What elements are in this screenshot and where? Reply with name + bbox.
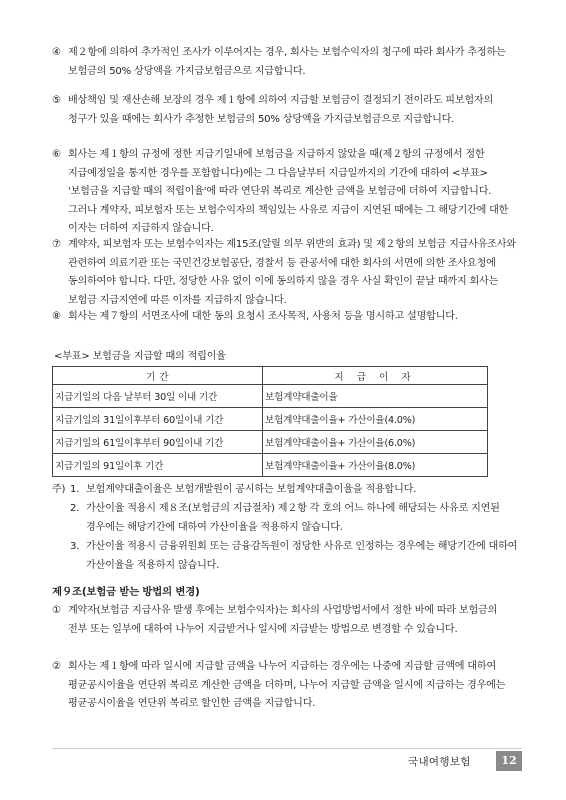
- paragraph-marker: ④: [52, 47, 61, 58]
- notes-lead: 주): [52, 484, 66, 495]
- paragraph-7: [52, 236, 516, 310]
- paragraph-text: 회사는 제７항의 서면조사에 대한 동의 요청시 조사목적, 사용처 등을 명시하고 설명합니다.: [68, 311, 458, 322]
- interest-rate-table: [52, 366, 488, 477]
- note-text: 가산이율 적용시 제８조(보험금의 지급절차) 제２항 각 호의 어느 하나에 해당되는 사유로 지연된 경우에는 해당기간에 대하여 가산이율을 적용하지 않습니다.: [86, 503, 500, 533]
- table-header-interest: 지 급 이 자: [263, 367, 488, 385]
- paragraph-5: [52, 92, 516, 129]
- table-cell-period: 지급기일의 61일이후부터 90일이내 기간: [53, 431, 263, 454]
- table-row: [53, 385, 488, 408]
- paragraph-marker: ①: [52, 605, 61, 616]
- paragraph-marker: ②: [52, 661, 61, 672]
- paragraph-marker: ⑧: [52, 311, 61, 322]
- table-cell-interest: 보험계약대출이율+ 가산이율(6.0%): [263, 431, 488, 454]
- table-cell-interest: 보험계약대출이율+ 가산이율(8.0%): [263, 454, 488, 477]
- paragraph-8: [52, 308, 516, 327]
- paragraph-marker: ⑥: [52, 149, 61, 160]
- note-item-2: [52, 499, 522, 537]
- paragraph-text: 계약자, 피보험자 또는 보험수익자는 제15조(알릴 의무 위반의 효과) 및 제２항의 보험금 지급사유조사와 관련하여 의료기관 또는 국민건강보험공단, 경찰서 등 관공서에 대한 회사의 서면에 의한 조사요청에 동의하여야 합니다. 다만, 정당한 사유 없이 이에 동의하지 않을 경우 사실 확인이 끝날 때까지 회사는 보험금 지급지연에 따른 이자를 지급하지 않습니다.: [68, 239, 516, 306]
- paragraph-marker: ⑦: [52, 239, 61, 250]
- table-row: [53, 408, 488, 431]
- footer-title: 국내여행보험: [408, 756, 471, 768]
- note-text: 가산이율 적용시 금융위원회 또는 금융감독원이 정당한 사유로 인정하는 경우에는 해당기간에 대하여 가산이율을 적용하지 않습니다.: [86, 541, 518, 571]
- paragraph-6: [52, 146, 516, 239]
- note-item-1: [52, 480, 522, 499]
- paragraph-text: 제２항에 의하여 추가적인 조사가 이루어지는 경우, 회사는 보험수익자의 청구에 따라 회사가 추정하는 보험금의 50% 상당액을 가지급보험금으로 지급합니다.: [68, 47, 506, 77]
- table-row: [53, 431, 488, 454]
- note-text: 보험계약대출이율은 보험개발원이 공시하는 보험계약대출이율을 적용합니다.: [86, 484, 417, 495]
- paragraph-4: [52, 44, 516, 81]
- table-cell-period: 지급기일의 91일이후 기간: [53, 454, 263, 477]
- paragraph-text: 회사는 제１항의 규정에 정한 지급기일내에 보험금을 지급하지 않았을 때(제２항의 규정에서 정한 지급예정일을 통지한 경우를 포함합니다)에는 그 다음날부터 지급일까지의 기간에 대하여 <부표> '보험금을 지급할 때의 적립이율'에 따라 연단위 복리로 계산한 금액을 보험금에 더하여 지급합니다. 그러나 계약자, 피보험자 또는 보험수익자의 책임있는 사유로 지급이 지연된 때에는 그 해당기간에 대한 이자는 더하여 지급하지 않습니다.: [68, 149, 509, 234]
- table-header-period: 기 간: [53, 367, 263, 385]
- note-item-3: [52, 537, 522, 575]
- table-cell-period: 지급기일의 31일이후부터 60일이내 기간: [53, 408, 263, 431]
- note-number: 3.: [70, 541, 80, 552]
- table-title: <부표> 보험금을 지급할 때의 적립이율: [54, 351, 226, 362]
- table-cell-interest: 보험계약대출이율: [263, 385, 488, 408]
- note-number: 1.: [70, 484, 80, 495]
- table-header-row: [53, 367, 488, 385]
- paragraph-marker: ⑤: [52, 95, 61, 106]
- footer-divider: [52, 748, 522, 749]
- paragraph-text: 배상책임 및 재산손해 보장의 경우 제１항에 의하여 지급할 보험금이 결정되기 전이라도 피보험자의 청구가 있을 때에는 회사가 추정한 보험금의 50% 상당액을 가지급보험금으로 지급합니다.: [68, 95, 494, 125]
- note-number: 2.: [70, 503, 80, 514]
- paragraph-text: 계약자(보험금 지급사유 발생 후에는 보험수익자)는 회사의 사업방법서에서 정한 바에 따라 보험금의 전부 또는 일부에 대하여 나누어 지급받거나 일시에 지급받는 방법으로 변경할 수 있습니다.: [68, 605, 498, 635]
- section-paragraph-2: [52, 658, 516, 714]
- table-cell-period: 지급기일의 다음 날부터 30일 이내 기간: [53, 385, 263, 408]
- table-row: [53, 454, 488, 477]
- section-paragraph-1: [52, 602, 516, 639]
- table-cell-interest: 보험계약대출이율+ 가산이율(4.0%): [263, 408, 488, 431]
- section-title: 제９조(보험금 받는 방법의 변경): [52, 586, 200, 598]
- paragraph-text: 회사는 제１항에 따라 일시에 지급할 금액을 나누어 지급하는 경우에는 나중에 지급할 금액에 대하여 평균공시이율을 연단위 복리로 계산한 금액을 더하며, 나누어 지급할 금액을 일시에 지급하는 경우에는 평균공시이율을 연단위 복리로 할인한 금액을 지급합니다.: [68, 661, 506, 709]
- table-notes: [52, 480, 522, 575]
- page-number: 12: [496, 751, 522, 771]
